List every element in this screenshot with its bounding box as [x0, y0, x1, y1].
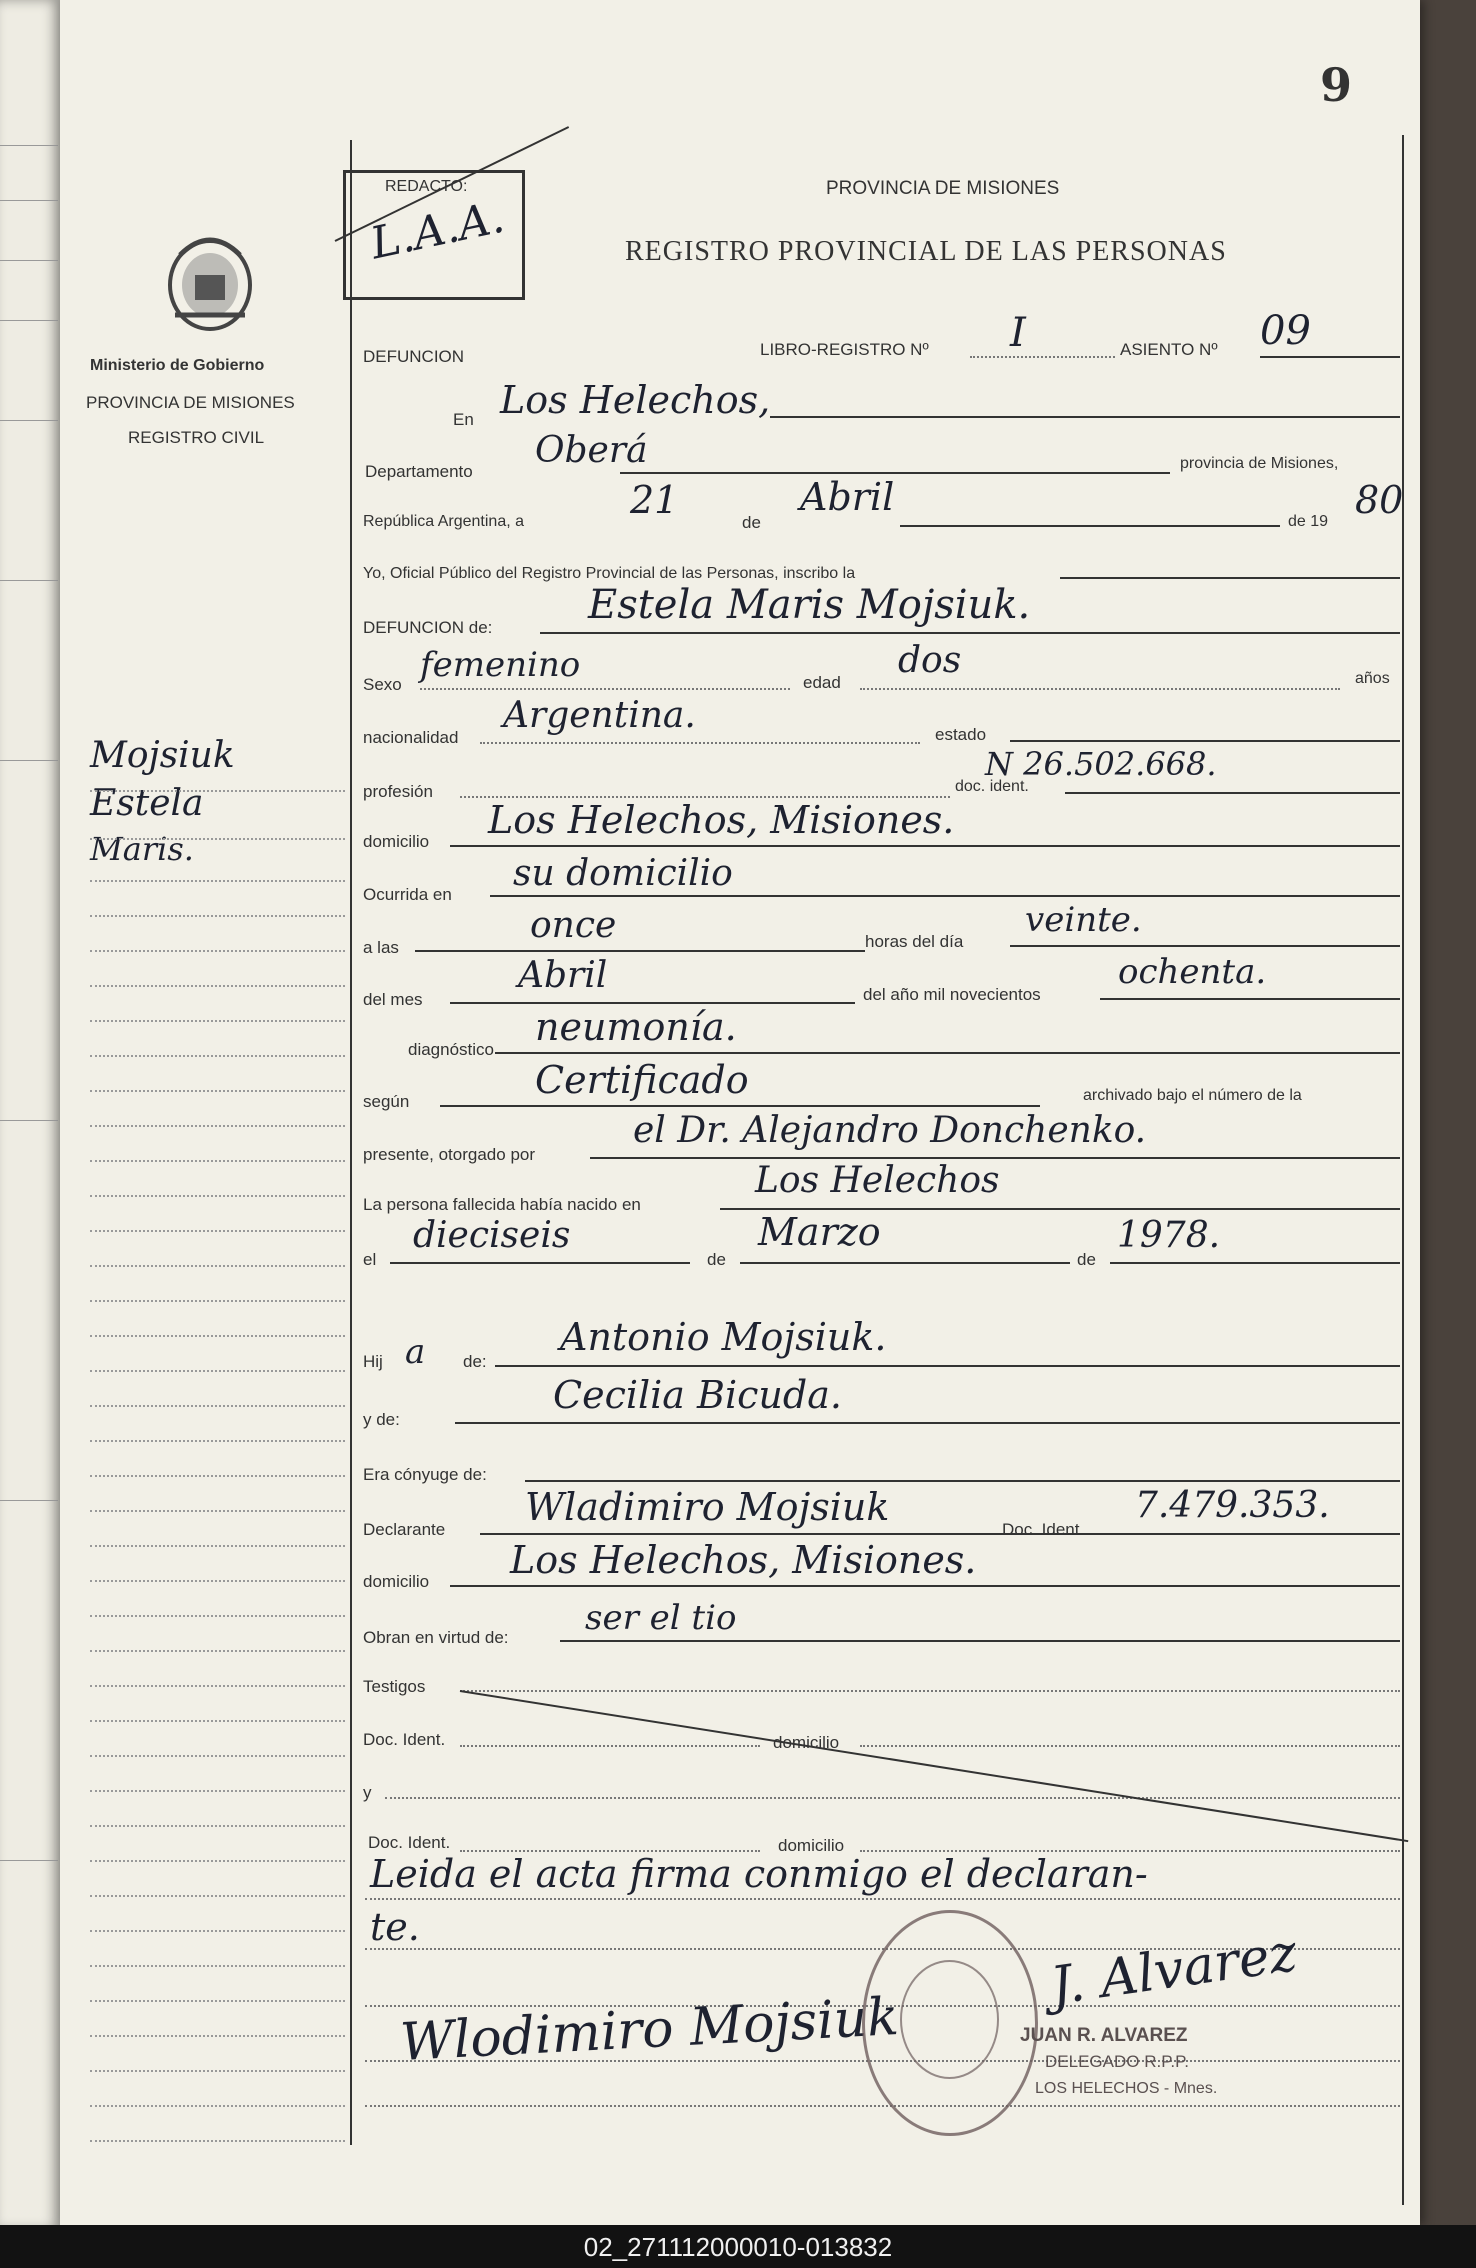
diagnostico-value: neumonía. — [535, 1005, 737, 1049]
segun-value: Certificado — [535, 1058, 749, 1102]
yde-label: y de: — [363, 1410, 400, 1429]
firma-oficial: J. Alvarez — [1047, 1923, 1301, 2017]
leida-text-2: te. — [370, 1905, 420, 1949]
provincia-label: provincia de Misiones, — [1180, 455, 1339, 472]
el-label: el — [363, 1250, 377, 1269]
testigo2-domicilio-label: domicilio — [778, 1836, 845, 1855]
registry-seal-inner — [900, 1960, 999, 2079]
libro-value: I — [1010, 310, 1026, 356]
conyuge-label: Era cónyuge de: — [363, 1465, 487, 1484]
obran-value: ser el tio — [585, 1598, 737, 1638]
page-number: 9 — [1320, 58, 1353, 112]
nacido-label: La persona fallecida había nacido en — [363, 1195, 641, 1214]
presente-value: el Dr. Alejandro Donchenko. — [633, 1110, 1147, 1151]
delmes-value: Abril — [518, 955, 608, 996]
delanio-label: del año mil novecientos — [863, 985, 1041, 1004]
declarante-value: Wladimiro Mojsiuk — [525, 1485, 890, 1529]
document-id: 02_271112000010-013832 — [583, 2232, 893, 2262]
diagnostico-label: diagnóstico — [408, 1040, 495, 1059]
en-label: En — [453, 410, 474, 429]
nac-anio-value: 1978. — [1117, 1215, 1221, 1256]
previous-page-edge — [0, 0, 60, 2230]
ocurrida-value: su domicilio — [513, 853, 733, 894]
obran-label: Obran en virtud de: — [363, 1628, 509, 1647]
dec-domicilio-label: domicilio — [363, 1572, 430, 1591]
hora-value: once — [530, 905, 617, 946]
estado-label: estado — [935, 725, 987, 744]
domicilio-value: Los Helechos, Misiones. — [488, 798, 955, 842]
testigos-label: Testigos — [363, 1677, 426, 1696]
edad-value: dos — [898, 640, 962, 681]
dia-texto-value: veinte. — [1025, 900, 1142, 940]
header-province: PROVINCIA DE MISIONES — [826, 178, 1060, 199]
nac-dia-value: dieciseis — [413, 1215, 571, 1256]
delanio-value: ochenta. — [1118, 952, 1267, 992]
segun-label: según — [363, 1092, 410, 1111]
page-title: REGISTRO PROVINCIAL DE LAS PERSONAS — [625, 236, 1227, 267]
sexo-label: Sexo — [363, 675, 402, 694]
republica-label: República Argentina, a — [363, 513, 524, 530]
firma-declarante: Wlodimiro Mojsiuk — [398, 1986, 901, 2074]
anios-label: años — [1355, 670, 1390, 687]
domicilio-label: domicilio — [363, 832, 430, 851]
redacto-initials: L.A.A. — [366, 191, 509, 270]
testigo2-y-label: y — [363, 1783, 372, 1802]
delmes-label: del mes — [363, 990, 423, 1009]
padre-value: Antonio Mojsiuk. — [560, 1315, 887, 1359]
presente-label: presente, otorgado por — [363, 1145, 536, 1164]
defuncion-de-label: DEFUNCION de: — [363, 618, 493, 637]
anio-label: de 19 — [1288, 513, 1329, 530]
de-label: de — [742, 513, 761, 532]
testigo1-doc-label: Doc. Ident. — [363, 1730, 446, 1749]
sexo-value: femenino — [420, 645, 581, 685]
nacido-value: Los Helechos — [755, 1160, 1000, 1201]
redacto-label: REDACTO: — [385, 178, 468, 195]
sello-lugar: LOS HELECHOS - Mnes. — [1035, 2080, 1218, 2097]
leida-text: Leida el acta firma conmigo el declaran- — [370, 1852, 1148, 1896]
coat-of-arms-icon — [155, 225, 265, 335]
margin-name-3: Maris. — [90, 830, 194, 868]
ministry-registry: REGISTRO CIVIL — [128, 428, 265, 447]
horas-label: horas del día — [865, 932, 964, 951]
doc-ident-label: doc. ident. — [955, 778, 1029, 795]
left-column-rule — [350, 140, 352, 2145]
margin-name-1: Mojsiuk — [90, 735, 235, 776]
nac-mes-value: Marzo — [758, 1210, 881, 1254]
archivado-label: archivado bajo el número de la — [1083, 1087, 1302, 1104]
libro-label: LIBRO-REGISTRO Nº — [760, 340, 929, 359]
asiento-label: ASIENTO Nº — [1120, 340, 1218, 359]
nac-de-label: de — [707, 1250, 726, 1269]
edad-label: edad — [803, 673, 841, 692]
sello-cargo: DELEGADO R.P.P. — [1045, 2052, 1189, 2071]
defuncion-title: DEFUNCION — [363, 347, 465, 366]
fecha-anio: 80 — [1355, 478, 1404, 522]
doc-ident-value: N 26.502.668. — [985, 745, 1217, 783]
margin-name-2: Estela — [90, 783, 204, 824]
fallecido-nombre: Estela Maris Mojsiuk. — [588, 582, 1031, 628]
departamento-label: Departamento — [365, 462, 473, 481]
declarante-doc-value: 7.479.353. — [1135, 1485, 1330, 1526]
hij-suffix: a — [405, 1332, 426, 1372]
ministry-name: Ministerio de Gobierno — [90, 357, 265, 374]
madre-value: Cecilia Bicuda. — [553, 1373, 842, 1417]
hij-de-label: de: — [463, 1352, 487, 1371]
yo-oficial-text: Yo, Oficial Público del Registro Provincial de las Personas, inscribo la — [363, 565, 856, 582]
profesion-label: profesión — [363, 782, 433, 801]
nacionalidad-value: Argentina. — [503, 695, 696, 736]
dec-domicilio-value: Los Helechos, Misiones. — [510, 1538, 977, 1582]
alas-label: a las — [363, 938, 399, 957]
en-value: Los Helechos, — [500, 378, 771, 422]
asiento-value: 09 — [1260, 308, 1311, 354]
declarante-doc-label: Doc. Ident. — [1002, 1520, 1085, 1539]
ocurrida-label: Ocurrida en — [363, 885, 452, 904]
nacionalidad-label: nacionalidad — [363, 728, 459, 747]
fecha-dia: 21 — [630, 478, 679, 522]
testigo2-doc-label: Doc. Ident. — [368, 1833, 451, 1852]
book-edge — [1420, 0, 1476, 2230]
declarante-label: Declarante — [363, 1520, 446, 1539]
hij-label: Hij — [363, 1352, 383, 1371]
fecha-mes: Abril — [800, 475, 895, 519]
sello-nombre: JUAN R. ALVAREZ — [1020, 2025, 1188, 2046]
departamento-value: Oberá — [535, 430, 648, 471]
right-column-rule — [1402, 135, 1404, 2205]
testigo1-domicilio-label: domicilio — [773, 1733, 840, 1752]
nac-de2-label: de — [1077, 1250, 1096, 1269]
ministry-province: PROVINCIA DE MISIONES — [86, 393, 295, 412]
